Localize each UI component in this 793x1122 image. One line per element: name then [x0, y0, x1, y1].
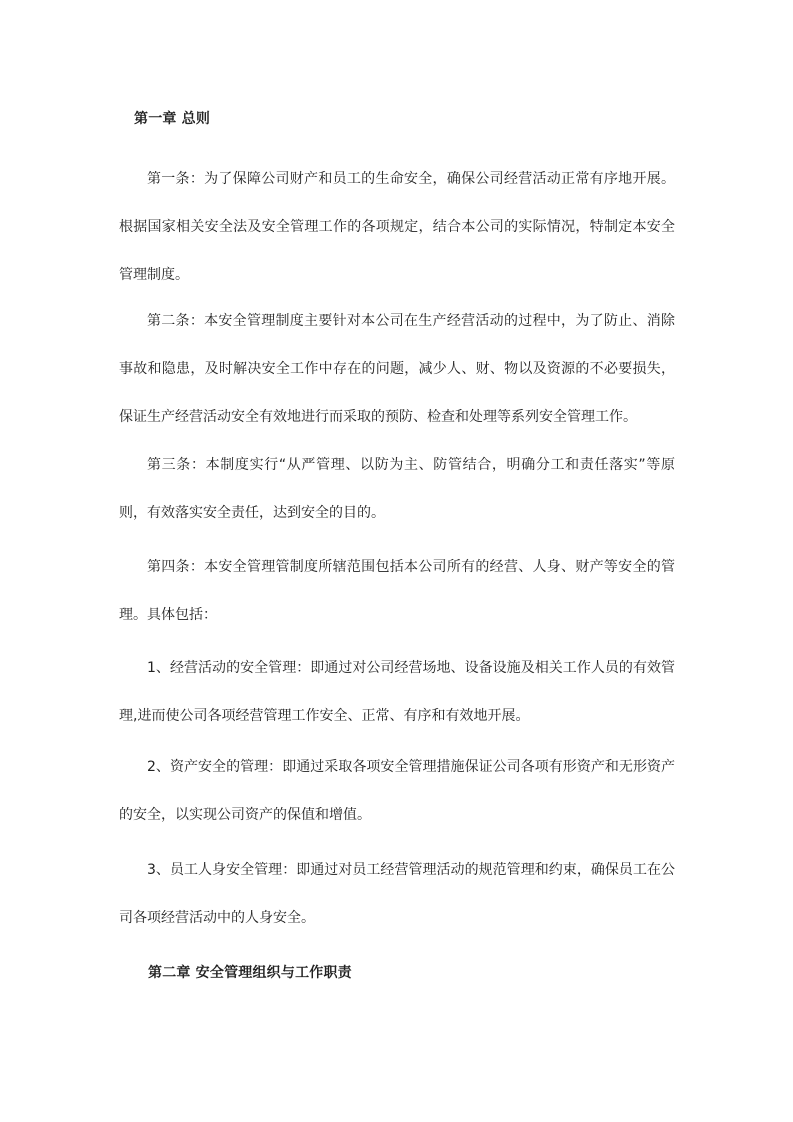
item-1-operations-safety: 1、经营活动的安全管理：即通过对公司经营场地、设备设施及相关工作人员的有效管理,进而使公司各项经营管理工作安全、正常、有序和有效地开展。: [119, 660, 675, 724]
item-3-personal-safety: 3、员工人身安全管理：即通过对员工经营管理活动的规范管理和约束，确保员工在公司各项经营活动中的人身安全。: [119, 862, 675, 926]
chapter-2-heading: 第二章 安全管理组织与工作职责: [148, 965, 352, 981]
chapter-1-heading: 第一章 总则: [134, 111, 211, 127]
article-1: 第一条：为了保障公司财产和员工的生命安全，确保公司经营活动正常有序地开展。根据国家相关安全法及安全管理工作的各项规定，结合本公司的实际情况，特制定本安全管理制度。: [119, 171, 675, 283]
article-2: 第二条：本安全管理制度主要针对本公司在生产经营活动的过程中，为了防止、消除事故和隐患，及时解决安全工作中存在的问题，减少人、财、物以及资源的不必要损失，保证生产经营活动安全有效地进行而采取的预防、检查和处理等系列安全管理工作。: [119, 313, 675, 425]
article-3: 第三条：本制度实行“从严管理、以防为主、防管结合，明确分工和责任落实”等原则，有效落实安全责任，达到安全的目的。: [119, 457, 675, 521]
item-2-asset-safety: 2、资产安全的管理：即通过采取各项安全管理措施保证公司各项有形资产和无形资产的安全，以实现公司资产的保值和增值。: [119, 759, 675, 823]
article-4: 第四条：本安全管理管制度所辖范围包括本公司所有的经营、人身、财产等安全的管理。具体包括：: [119, 559, 675, 623]
